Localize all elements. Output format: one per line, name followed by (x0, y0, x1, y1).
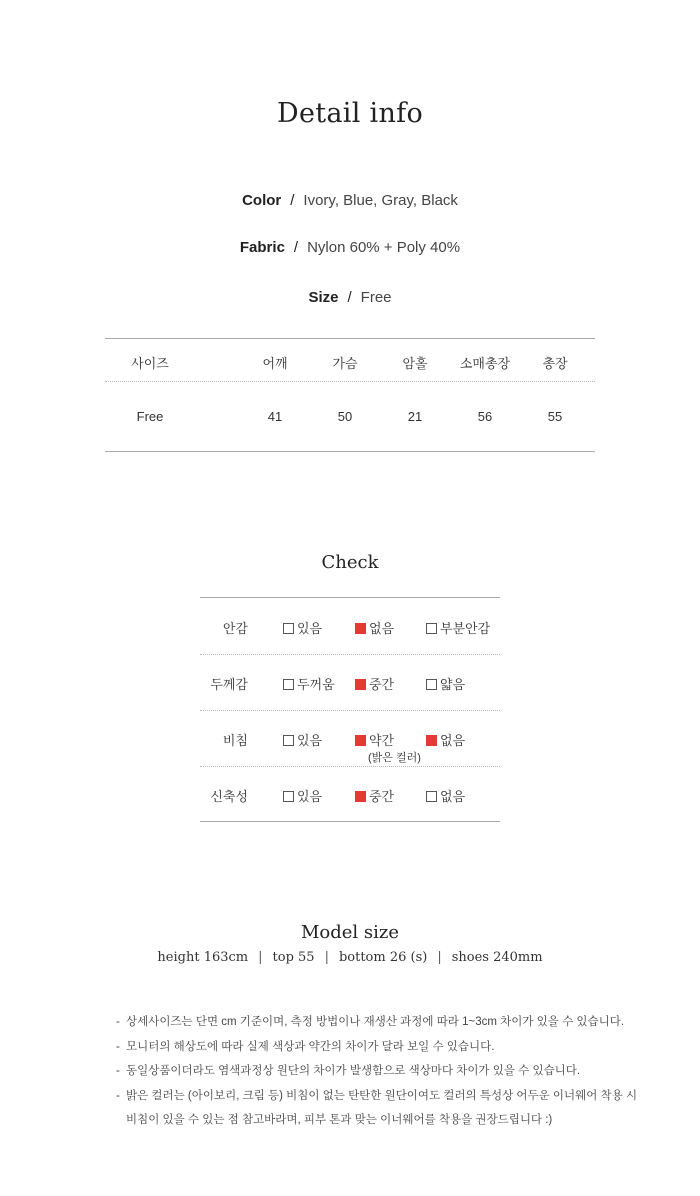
check-option-label: 얇음 (440, 677, 466, 692)
check-option-label: 있음 (297, 621, 323, 636)
model-size-line (0, 950, 700, 965)
size-header-shoulder: 어깨 (262, 356, 288, 371)
model-separator: | (258, 950, 263, 965)
check-option (283, 730, 322, 749)
check-option-note: (밝은 컬러) (368, 752, 421, 764)
checkbox-icon (426, 791, 437, 802)
size-table-header (105, 339, 595, 382)
size-header-chest: 가슴 (332, 356, 358, 371)
check-option (426, 730, 465, 749)
size-cell-sleeve: 56 (477, 409, 493, 424)
check-option-label: 있음 (297, 789, 323, 804)
model-separator: | (324, 950, 329, 965)
spec-fabric (0, 239, 700, 256)
note-item (116, 1038, 494, 1054)
spec-fabric-label: Fabric (239, 239, 285, 256)
check-row-thickness (200, 654, 500, 711)
note-text: 비침이 있을 수 있는 점 참고바라며, 피부 톤과 맞는 이너웨어를 착용을 권장드립니다 :) (126, 1114, 553, 1126)
model-height: height 163cm (157, 950, 249, 965)
model-size-title: Model size (300, 922, 400, 943)
model-top: top 55 (272, 950, 315, 965)
size-table (105, 338, 595, 452)
spec-color-value: Ivory, Blue, Gray, Black (303, 192, 458, 209)
size-cell-size: Free (136, 409, 164, 424)
check-option (355, 786, 394, 805)
spec-size-label: Size (308, 289, 339, 306)
check-option (283, 618, 322, 637)
note-text: 동일상품이더라도 염색과정상 원단의 차이가 발생함으로 색상마다 차이가 있을 수 있습니다. (126, 1065, 581, 1077)
note-dash: - (116, 1065, 120, 1077)
spec-fabric-sep: / (293, 239, 299, 256)
checkbox-icon (426, 735, 437, 746)
check-option (283, 786, 322, 805)
checkbox-icon (283, 735, 294, 746)
checkbox-icon (426, 679, 437, 690)
check-row-lining (200, 598, 500, 655)
checkbox-icon (283, 623, 294, 634)
size-cell-length: 55 (547, 409, 563, 424)
size-header-sleeve: 소매총장 (459, 356, 511, 371)
checkbox-icon (355, 623, 366, 634)
note-item-continued (116, 1111, 552, 1127)
note-item (116, 1062, 580, 1078)
check-option-label: 없음 (440, 733, 466, 748)
checkbox-icon (355, 679, 366, 690)
note-dash: - (116, 1041, 120, 1053)
check-option-label: 두꺼움 (297, 677, 335, 692)
checkbox-icon (283, 679, 294, 690)
check-option (426, 618, 490, 637)
spec-color-label: Color (242, 192, 282, 209)
check-option (283, 674, 335, 693)
size-cell-shoulder: 41 (267, 409, 283, 424)
size-header-size: 사이즈 (131, 356, 169, 371)
spec-color-sep: / (290, 192, 295, 209)
check-option-label: 있음 (297, 733, 323, 748)
check-option (426, 786, 465, 805)
model-shoes: shoes 240mm (451, 950, 543, 965)
model-separator: | (437, 950, 442, 965)
note-text: 상세사이즈는 단면 cm 기준이며, 측정 방법이나 재생산 과정에 따라 1~3cm 차이가 있을 수 있습니다. (126, 1016, 625, 1028)
size-header-armhole: 암홀 (402, 356, 428, 371)
check-label: 비침 (222, 733, 248, 748)
page-title: Detail info (277, 98, 423, 129)
note-item (116, 1013, 624, 1029)
check-option (426, 674, 465, 693)
check-row-transparency (200, 710, 500, 767)
note-text: 모니터의 해상도에 따라 실제 색상과 약간의 차이가 달라 보일 수 있습니다. (126, 1041, 495, 1053)
check-row-stretch (200, 766, 500, 822)
check-label: 신축성 (210, 789, 248, 804)
spec-color (0, 192, 700, 209)
spec-size-value: Free (360, 289, 392, 306)
spec-size (0, 289, 700, 306)
model-bottom: bottom 26 (s) (338, 950, 428, 965)
check-option-label: 약간 (369, 733, 395, 748)
note-text: 밝은 컬러는 (아이보리, 크림 등) 비침이 없는 탄탄한 원단이여도 컬러의 특성상 어두운 이너웨어 착용 시 (126, 1090, 638, 1102)
check-option (355, 674, 394, 693)
note-item (116, 1087, 637, 1103)
check-option-label: 없음 (440, 789, 466, 804)
check-option (355, 730, 394, 749)
checkbox-icon (426, 623, 437, 634)
checkbox-icon (283, 791, 294, 802)
note-dash: - (116, 1090, 120, 1102)
table-row (105, 395, 595, 437)
check-label: 두께감 (210, 677, 248, 692)
check-option-label: 부분안감 (440, 621, 491, 636)
spec-fabric-value: Nylon 60% + Poly 40% (307, 239, 461, 256)
size-cell-chest: 50 (337, 409, 353, 424)
note-dash: - (116, 1016, 120, 1028)
spec-size-sep: / (347, 289, 352, 306)
check-option-label: 중간 (369, 789, 395, 804)
size-cell-armhole: 21 (407, 409, 423, 424)
check-table (200, 597, 500, 822)
check-option-label: 중간 (369, 677, 395, 692)
check-title: Check (321, 552, 379, 573)
checkbox-icon (355, 735, 366, 746)
check-option-label: 없음 (369, 621, 395, 636)
size-header-length: 총장 (542, 356, 568, 371)
checkbox-icon (355, 791, 366, 802)
check-label: 안감 (222, 621, 248, 636)
check-option (355, 618, 394, 637)
